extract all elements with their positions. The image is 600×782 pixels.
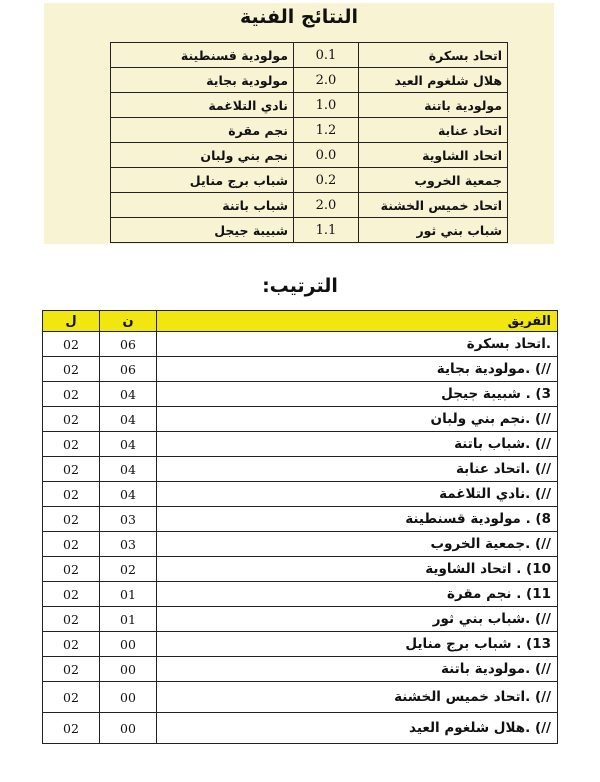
away-team: مولودية قسنطينة	[111, 43, 294, 68]
home-team: اتحاد الشاوية	[359, 143, 508, 168]
standings-table	[42, 310, 558, 744]
away-team: نجم مقرة	[111, 118, 294, 143]
standings-row	[43, 407, 558, 432]
away-team: شباب برج منايل	[111, 168, 294, 193]
team-name: 13) . شباب برج منايل	[157, 632, 558, 657]
played-value: 02	[43, 507, 100, 532]
away-team: نادي التلاغمة	[111, 93, 294, 118]
points-value: 01	[100, 582, 157, 607]
match-score: 2.0	[294, 68, 359, 93]
points-value: 02	[100, 557, 157, 582]
points-value: 04	[100, 407, 157, 432]
home-team: اتحاد خميس الخشنة	[359, 193, 508, 218]
team-name: //) .اتحاد عنابة	[157, 457, 558, 482]
points-value: 04	[100, 457, 157, 482]
header-played: ل	[43, 311, 100, 332]
standings-row	[43, 582, 558, 607]
points-value: 04	[100, 482, 157, 507]
points-value: 00	[100, 713, 157, 744]
home-team: جمعية الخروب	[359, 168, 508, 193]
team-name: //) .هلال شلغوم العيد	[157, 713, 558, 744]
away-team: نجم بني ولبان	[111, 143, 294, 168]
standings-row	[43, 557, 558, 582]
home-team: اتحاد بسكرة	[359, 43, 508, 68]
team-name: //) .شباب باتنة	[157, 432, 558, 457]
played-value: 02	[43, 682, 100, 713]
points-value: 04	[100, 432, 157, 457]
team-name: //) .اتحاد خميس الخشنة	[157, 682, 558, 713]
played-value: 02	[43, 482, 100, 507]
points-value: 06	[100, 332, 157, 357]
results-table	[110, 42, 508, 243]
points-value: 00	[100, 657, 157, 682]
points-value: 04	[100, 382, 157, 407]
points-value: 00	[100, 632, 157, 657]
points-value: 00	[100, 682, 157, 713]
standings-title: الترتيب:	[262, 275, 338, 297]
standings-row	[43, 682, 558, 713]
match-score: 1.0	[294, 93, 359, 118]
team-name: //) .شباب بني ثور	[157, 607, 558, 632]
played-value: 02	[43, 357, 100, 382]
team-name: //) .مولودية بجاية	[157, 357, 558, 382]
standings-row	[43, 382, 558, 407]
standings-header-row	[43, 311, 558, 332]
home-team: مولودية باتنة	[359, 93, 508, 118]
standings-row	[43, 457, 558, 482]
match-row	[111, 193, 508, 218]
standings-row	[43, 482, 558, 507]
away-team: شبيبة جيجل	[111, 218, 294, 243]
match-row	[111, 93, 508, 118]
standings-row	[43, 607, 558, 632]
points-value: 06	[100, 357, 157, 382]
away-team: شباب باتنة	[111, 193, 294, 218]
played-value: 02	[43, 632, 100, 657]
standings-row	[43, 357, 558, 382]
team-name: .اتحاد بسكرة	[157, 332, 558, 357]
header-team: الفريق	[157, 311, 558, 332]
team-name: //) .مولودية باتنة	[157, 657, 558, 682]
header-points: ن	[100, 311, 157, 332]
team-name: //) .جمعية الخروب	[157, 532, 558, 557]
match-score: 0.2	[294, 168, 359, 193]
team-name: 11) . نجم مقرة	[157, 582, 558, 607]
standings-row	[43, 532, 558, 557]
played-value: 02	[43, 607, 100, 632]
match-score: 0.1	[294, 43, 359, 68]
played-value: 02	[43, 713, 100, 744]
match-row	[111, 143, 508, 168]
standings-row	[43, 332, 558, 357]
team-name: //) .نجم بني ولبان	[157, 407, 558, 432]
team-name: 3) . شبيبة جيجل	[157, 382, 558, 407]
played-value: 02	[43, 332, 100, 357]
match-score: 2.0	[294, 193, 359, 218]
match-score: 1.2	[294, 118, 359, 143]
played-value: 02	[43, 432, 100, 457]
points-value: 03	[100, 532, 157, 557]
team-name: 10) . اتحاد الشاوية	[157, 557, 558, 582]
match-row	[111, 68, 508, 93]
match-row	[111, 218, 508, 243]
home-team: شباب بني ثور	[359, 218, 508, 243]
team-name: //) .نادي التلاغمة	[157, 482, 558, 507]
standings-row	[43, 657, 558, 682]
points-value: 03	[100, 507, 157, 532]
standings-row	[43, 432, 558, 457]
match-row	[111, 168, 508, 193]
match-score: 0.0	[294, 143, 359, 168]
results-panel	[44, 3, 554, 244]
played-value: 02	[43, 457, 100, 482]
home-team: هلال شلغوم العيد	[359, 68, 508, 93]
standings-row	[43, 632, 558, 657]
standings-row	[43, 713, 558, 744]
played-value: 02	[43, 532, 100, 557]
away-team: مولودية بجاية	[111, 68, 294, 93]
played-value: 02	[43, 557, 100, 582]
home-team: اتحاد عنابة	[359, 118, 508, 143]
match-row	[111, 43, 508, 68]
team-name: 8) . مولودية قسنطينة	[157, 507, 558, 532]
played-value: 02	[43, 657, 100, 682]
played-value: 02	[43, 382, 100, 407]
played-value: 02	[43, 407, 100, 432]
match-row	[111, 118, 508, 143]
points-value: 01	[100, 607, 157, 632]
results-title: النتائج الفنية	[239, 6, 359, 28]
played-value: 02	[43, 582, 100, 607]
match-score: 1.1	[294, 218, 359, 243]
standings-row	[43, 507, 558, 532]
